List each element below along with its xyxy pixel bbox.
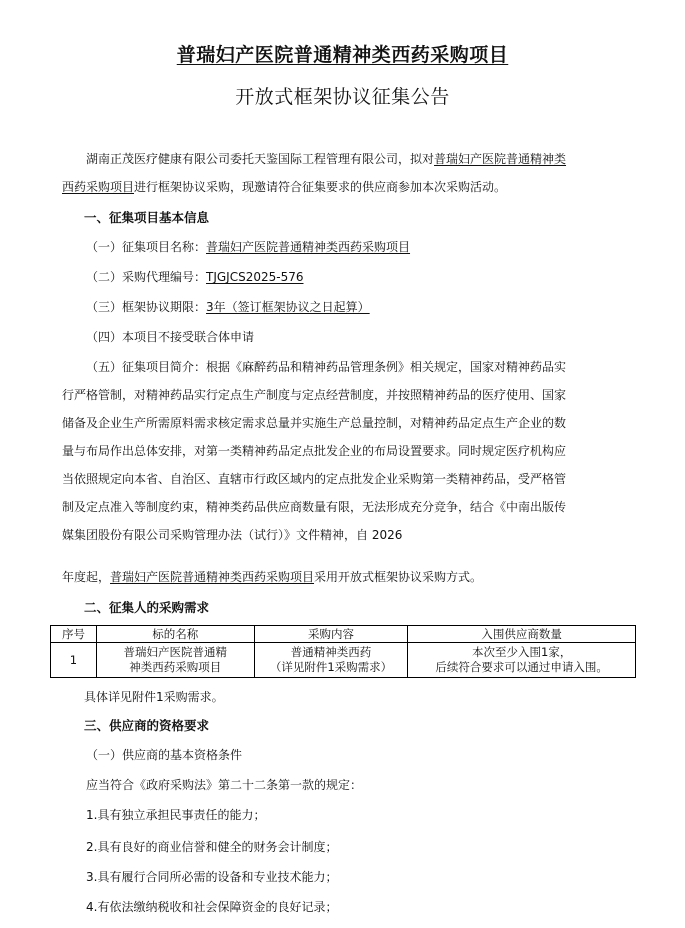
- cell-no: 1: [51, 643, 97, 678]
- cell-content: 普通精神类西药 （详见附件1采购需求）: [254, 643, 408, 678]
- summary-line: 媒集团股份有限公司采购管理办法（试行）》文件精神，自 2026: [62, 528, 403, 542]
- agency-code-row: （二）采购代理编号：TJGJCS2025-576: [86, 270, 304, 284]
- table-row: [51, 643, 636, 678]
- requirements-table: [50, 625, 636, 678]
- qualification-item: 4.有依法缴纳税收和社会保障资金的良好记录；: [86, 900, 338, 914]
- term-row: （三）框架协议期限：3年（签订框架协议之日起算）: [86, 300, 370, 314]
- requirements-note: 具体详见附件1采购需求。: [84, 690, 224, 704]
- section3-heading: 三、供应商的资格要求: [84, 718, 210, 733]
- summary-line: 制及定点准入等制度约束，精神类药品供应商数量有限，无法形成充分竞争，结合《中南出版传: [62, 500, 567, 514]
- page-subtitle: 开放式框架协议征集公告: [235, 86, 450, 108]
- page-title: 普瑞妇产医院普通精神类西药采购项目: [176, 44, 509, 66]
- summary-line: （五）征集项目简介：根据《麻醉药品和精神药品管理条例》相关规定，国家对精神药品实: [86, 360, 567, 374]
- project-name-row: （一）征集项目名称：普瑞妇产医院普通精神类西药采购项目: [86, 240, 411, 254]
- section1-heading: 一、征集项目基本信息: [84, 210, 210, 225]
- summary-line: 储备及企业生产所需原料需求核定需求总量并实施生产总量控制，对精神药品定点生产企业的数: [62, 416, 567, 430]
- qualification-item: 3.具有履行合同所必需的设备和专业技术能力；: [86, 870, 338, 884]
- summary-line: 行严格管制，对精神药品实行定点生产制度与定点经营制度，并按照精神药品的医疗使用、国家: [62, 388, 567, 402]
- col-header-content: 采购内容: [254, 626, 408, 643]
- qualification-lead: 应当符合《政府采购法》第二十二条第一款的规定：: [86, 778, 363, 792]
- col-header-name: 标的名称: [96, 626, 254, 643]
- table-header-row: [51, 626, 636, 643]
- intro-line-2: 西药采购项目进行框架协议采购，现邀请符合征集要求的供应商参加本次采购活动。: [62, 180, 507, 194]
- qualification-item: 2.具有良好的商业信誉和健全的财务会计制度；: [86, 840, 338, 854]
- no-consortium-row: （四）本项目不接受联合体申请: [86, 330, 255, 344]
- col-header-no: 序号: [51, 626, 97, 643]
- cell-qty: 本次至少入围1家， 后续符合要求可以通过申请入围。: [408, 643, 636, 678]
- project-summary: [62, 353, 647, 549]
- qualification-item: 1.具有独立承担民事责任的能力；: [86, 808, 266, 822]
- section2-heading: 二、征集人的采购需求: [84, 600, 210, 615]
- intro-line-1: 湖南正茂医疗健康有限公司委托天鉴国际工程管理有限公司，拟对普瑞妇产医院普通精神类: [86, 152, 567, 166]
- cell-name: 普瑞妇产医院普通精 神类西药采购项目: [96, 643, 254, 678]
- qualification-subheading: （一）供应商的基本资格条件: [86, 748, 243, 762]
- col-header-qty: 入围供应商数量: [408, 626, 636, 643]
- summary-line: 量与布局作出总体安排，对第一类精神药品定点批发企业的布局设置要求。同时规定医疗机构应: [62, 444, 567, 458]
- summary-last-line: 年度起，普瑞妇产医院普通精神类西药采购项目采用开放式框架协议采购方式。: [62, 570, 483, 584]
- summary-line: 当依照规定向本省、自治区、直辖市行政区域内的定点批发企业采购第一类精神药品，受严格管: [62, 472, 567, 486]
